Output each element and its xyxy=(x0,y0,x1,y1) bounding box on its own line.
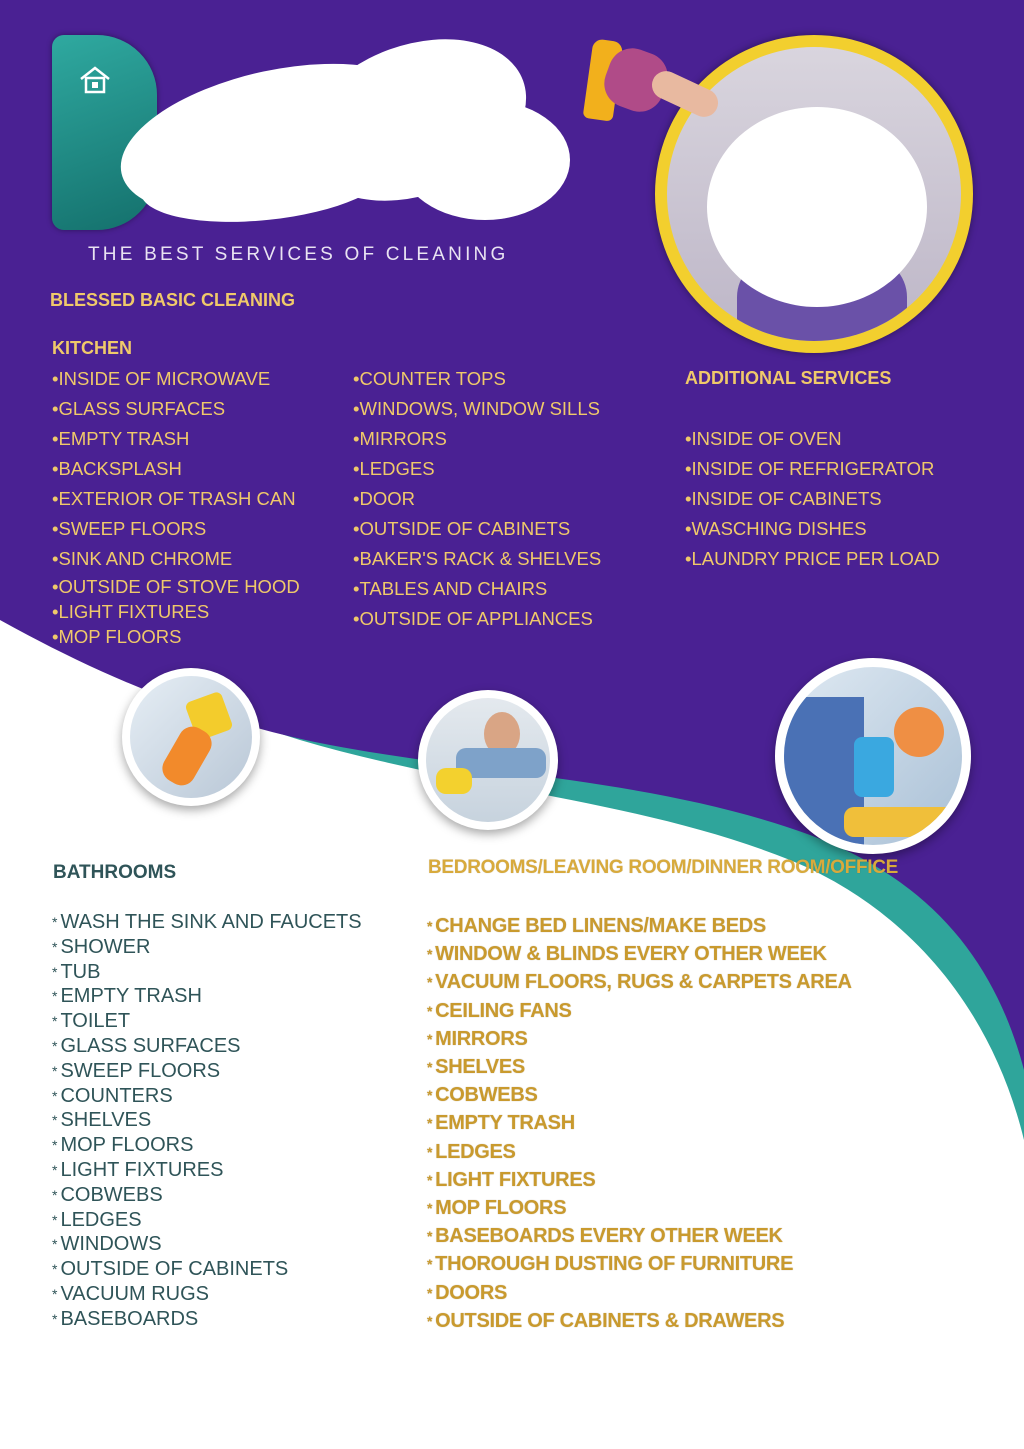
list-item: * SHOWER xyxy=(52,935,151,958)
list-item: * DOORS xyxy=(427,1281,507,1304)
list-item: •SINK AND CHROME xyxy=(52,548,233,569)
list-item: * LEDGES xyxy=(52,1208,142,1231)
list-item: •LAUNDRY PRICE PER LOAD xyxy=(685,548,940,569)
list-item: •INSIDE OF MICROWAVE xyxy=(52,368,271,389)
list-item: * BASEBOARDS xyxy=(52,1307,199,1330)
list-item: •OUTSIDE OF STOVE HOOD xyxy=(52,576,300,597)
list-item: •MOP FLOORS xyxy=(52,626,182,647)
list-item: •WINDOWS, WINDOW SILLS xyxy=(353,398,600,419)
list-item: •TABLES AND CHAIRS xyxy=(353,578,548,599)
list-item: •SWEEP FLOORS xyxy=(52,518,207,539)
list-item: * OUTSIDE OF CABINETS xyxy=(52,1258,289,1281)
list-item: •GLASS SURFACES xyxy=(52,398,226,419)
brand-tagline: THE BEST SERVICES OF CLEANING xyxy=(88,244,509,265)
list-item: * MIRRORS xyxy=(427,1027,528,1050)
kitchen-list-1 xyxy=(52,364,300,649)
list-item: •INSIDE OF REFRIGERATOR xyxy=(685,458,935,479)
list-item: * SHELVES xyxy=(52,1109,152,1132)
list-item: * COUNTERS xyxy=(52,1084,173,1107)
list-item: •OUTSIDE OF CABINETS xyxy=(353,518,571,539)
list-item: •WASCHING DISHES xyxy=(685,518,867,539)
list-item: * LEDGES xyxy=(427,1140,516,1163)
list-item: * EMPTY TRASH xyxy=(427,1112,575,1135)
photo-sponge-window xyxy=(122,668,260,806)
list-item: •INSIDE OF CABINETS xyxy=(685,488,882,509)
list-item: •COUNTER TOPS xyxy=(353,368,506,389)
list-item: * LIGHT FIXTURES xyxy=(427,1168,596,1191)
list-item: * MOP FLOORS xyxy=(427,1197,567,1220)
list-item: * SHELVES xyxy=(427,1056,525,1079)
kitchen-list-2 xyxy=(353,364,601,634)
list-item: •MIRRORS xyxy=(353,428,447,449)
bedrooms-list xyxy=(427,912,852,1335)
list-item: * TUB xyxy=(52,960,101,983)
list-item: * VACUUM FLOORS, RUGS & CARPETS AREA xyxy=(427,971,852,994)
list-item: •EXTERIOR OF TRASH CAN xyxy=(52,488,296,509)
basic-cleaning-title: BLESSED BASIC CLEANING xyxy=(50,290,296,310)
house-icon xyxy=(78,65,112,95)
list-item: •BAKER'S RACK & SHELVES xyxy=(353,548,602,569)
bedrooms-title: BEDROOMS/LEAVING ROOM/DINNER ROOM/OFFICE xyxy=(428,857,899,878)
list-item: * LIGHT FIXTURES xyxy=(52,1158,224,1181)
list-item: * VACUUM RUGS xyxy=(52,1282,209,1305)
additional-services-title: ADDITIONAL SERVICES xyxy=(685,368,892,388)
list-item: * COBWEBS xyxy=(427,1084,538,1107)
list-item: * TOILET xyxy=(52,1010,131,1033)
list-item: * SWEEP FLOORS xyxy=(52,1059,221,1082)
list-item: •OUTSIDE OF APPLIANCES xyxy=(353,608,593,629)
list-item: * WASH THE SINK AND FAUCETS xyxy=(52,911,362,933)
list-item: •EMPTY TRASH xyxy=(52,428,190,449)
list-item: * WINDOW & BLINDS EVERY OTHER WEEK xyxy=(427,943,827,966)
list-item: •LIGHT FIXTURES xyxy=(52,601,210,622)
photo-spray-cleaning xyxy=(775,658,971,854)
list-item: •BACKSPLASH xyxy=(52,458,182,479)
list-item: * GLASS SURFACES xyxy=(52,1034,241,1057)
list-item: * MOP FLOORS xyxy=(52,1134,194,1157)
list-item: * EMPTY TRASH xyxy=(52,985,202,1008)
list-item: •INSIDE OF OVEN xyxy=(685,428,842,449)
list-item: * WINDOWS xyxy=(52,1233,162,1256)
list-item: * COBWEBS xyxy=(52,1183,163,1206)
list-item: * CEILING FANS xyxy=(427,999,572,1022)
kitchen-title: KITCHEN xyxy=(52,338,132,358)
logo-redaction xyxy=(400,100,570,220)
list-item: * OUTSIDE OF CABINETS & DRAWERS xyxy=(427,1309,785,1332)
photo-man-wiping xyxy=(418,690,558,830)
bathrooms-list xyxy=(52,910,362,1332)
list-item: * THOROUGH DUSTING OF FURNITURE xyxy=(427,1253,794,1276)
list-item: •LEDGES xyxy=(353,458,435,479)
list-item: •DOOR xyxy=(353,488,415,509)
bathrooms-title: BATHROOMS xyxy=(53,862,177,883)
list-item: * CHANGE BED LINENS/MAKE BEDS xyxy=(427,915,766,937)
additional-services-list xyxy=(685,424,940,574)
list-item: * BASEBOARDS EVERY OTHER WEEK xyxy=(427,1225,783,1248)
